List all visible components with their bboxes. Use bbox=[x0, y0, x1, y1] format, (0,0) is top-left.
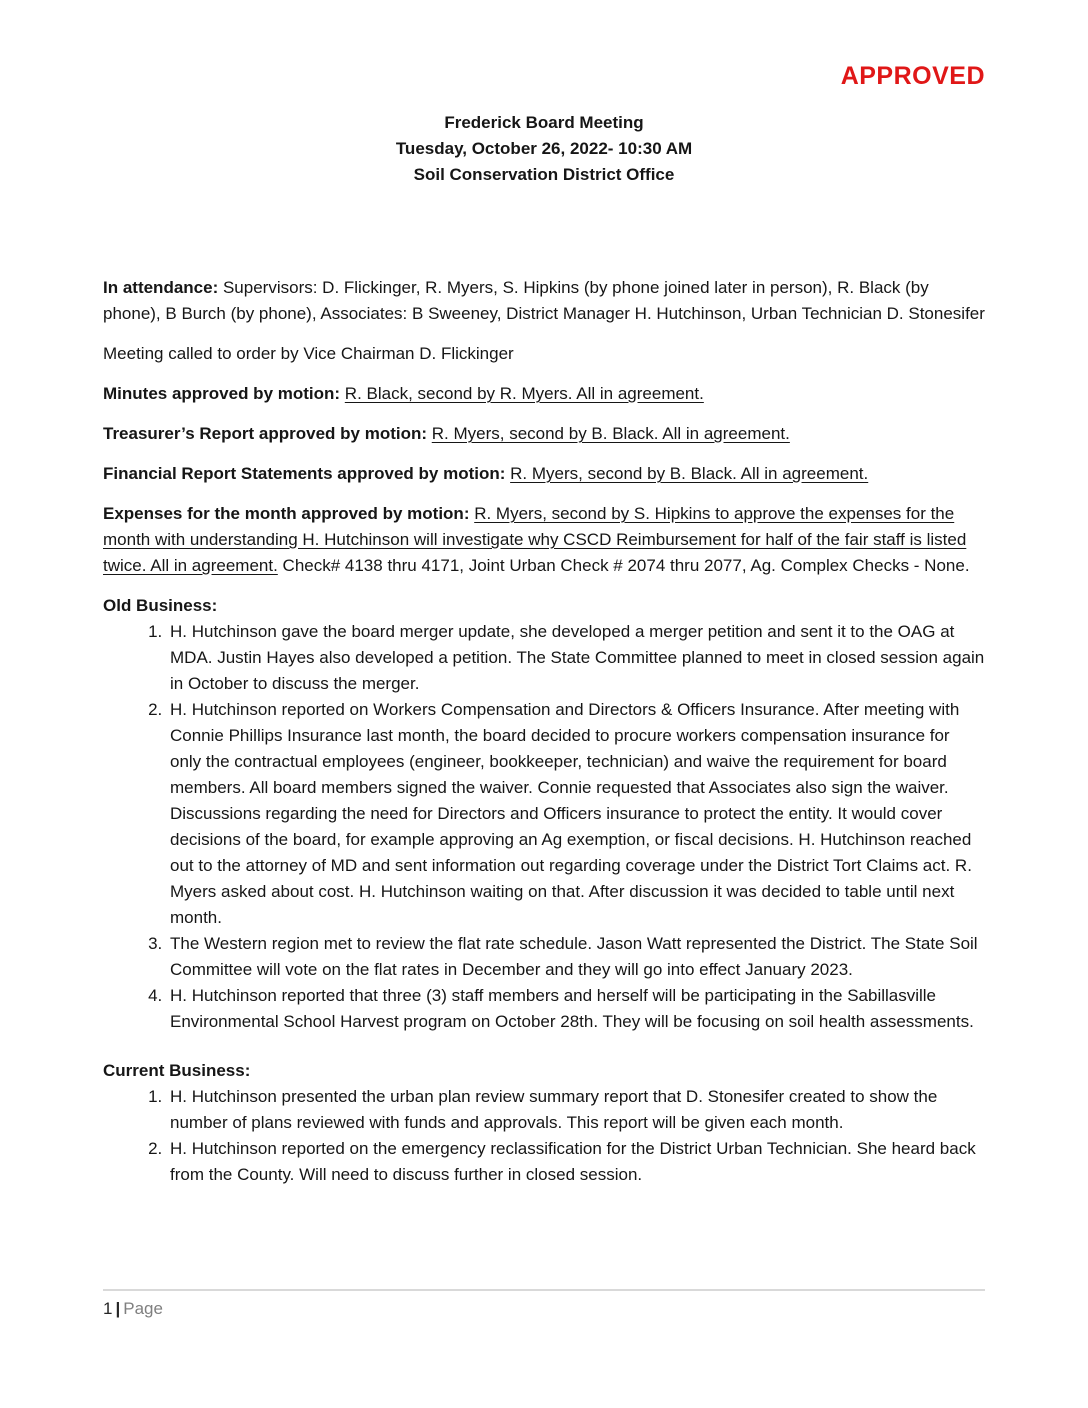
motion-treasurers-report bbox=[103, 421, 985, 447]
motion-treasurers-report-label: Treasurer’s Report approved by motion: bbox=[103, 424, 432, 443]
document-title-block bbox=[103, 110, 985, 188]
motion-treasurers-report-text: R. Myers, second by B. Black. All in agreement. bbox=[431, 424, 790, 443]
footer-rule bbox=[103, 1289, 985, 1291]
old-business-item-3: 3. The Western region met to review the flat rate schedule. Jason Watt represented the District. The State Soil Committee will vote on the flat rates in December and they will go into effect January 2023. bbox=[167, 931, 985, 983]
motion-financial-report-label: Financial Report Statements approved by motion: bbox=[103, 464, 511, 483]
current-business-heading: Current Business: bbox=[103, 1061, 251, 1080]
old-business-item-1: 1. H. Hutchinson gave the board merger update, she developed a merger petition and sent it to the OAG at MDA. Justin Hayes also developed a petition. The State Committee planned to meet in closed session again in October to discuss the merger. bbox=[167, 619, 985, 697]
footer-page-label: Page bbox=[123, 1299, 163, 1318]
title-line-date-time: Tuesday, October 26, 2022- 10:30 AM bbox=[395, 139, 693, 158]
motion-expenses-label: Expenses for the month approved by motion: bbox=[103, 504, 475, 523]
title-line-meeting-name: Frederick Board Meeting bbox=[444, 113, 644, 132]
attendance-label: In attendance: bbox=[103, 278, 223, 297]
current-business-item-2: 2. H. Hutchinson reported on the emergency reclassification for the District Urban Technician. She heard back from the County. Will need to discuss further in closed session. bbox=[167, 1136, 985, 1188]
motion-minutes-text: R. Black, second by R. Myers. All in agreement. bbox=[344, 384, 704, 403]
old-business-item-2: 2. H. Hutchinson reported on Workers Compensation and Directors & Officers Insurance. After meeting with Connie Phillips Insurance last month, the board decided to procure workers compensation insurance for only the contractual employees (engineer, bookkeeper, technician) and waive the requirement for board members. All board members signed the waiver. Connie requested that Associates also sign the waiver. Discussions regarding the need for Directors and Officers insurance to protect the entity. It would cover decisions of the board, for example approving an Ag exemption, or fiscal decisions. H. Hutchinson reached out to the attorney of MD and sent information out regarding coverage under the District Tort Claims act. R. Myers asked about cost. H. Hutchinson waiting on that. After discussion it was decided to table until next month. bbox=[167, 697, 985, 931]
current-business-list bbox=[103, 1084, 985, 1188]
current-business-item-1: 1. H. Hutchinson presented the urban plan review summary report that D. Stonesifer created to show the number of plans reviewed with funds and approvals. This report will be given each month. bbox=[167, 1084, 985, 1136]
motion-minutes-label: Minutes approved by motion: bbox=[103, 384, 345, 403]
motion-expenses bbox=[103, 501, 985, 579]
called-to-order-paragraph: Meeting called to order by Vice Chairman D. Flickinger bbox=[103, 344, 514, 363]
attendance-text: Supervisors: D. Flickinger, R. Myers, S. Hipkins (by phone joined later in person), R. Black (by phone), B Burch (by phone), Associates: B Sweeney, District Manager H. Hutchinson, Urban Technician D. Stonesifer bbox=[103, 278, 985, 323]
old-business-item-4: 4. H. Hutchinson reported that three (3) staff members and herself will be participating in the Sabillasville Environmental School Harvest program on October 28th. They will be focusing on soil health assessments. bbox=[167, 983, 985, 1035]
old-business-heading: Old Business: bbox=[103, 596, 218, 615]
footer-text bbox=[103, 1298, 985, 1320]
motion-expenses-text: R. Myers, second by S. Hipkins to approve the expenses for the month with understanding H. Hutchinson will investigate why CSCD Reimbursement for half of the fair staff is listed twice. All in agreement. bbox=[103, 504, 967, 575]
motion-financial-report bbox=[103, 461, 985, 487]
page-footer bbox=[103, 1289, 985, 1320]
approved-stamp: APPROVED bbox=[840, 62, 985, 90]
motion-financial-report-text: R. Myers, second by B. Black. All in agreement. bbox=[510, 464, 869, 483]
title-line-location: Soil Conservation District Office bbox=[413, 165, 675, 184]
motion-expenses-rest: Check# 4138 thru 4171, Joint Urban Check # 2074 thru 2077, Ag. Complex Checks - None. bbox=[277, 556, 970, 575]
motion-minutes bbox=[103, 381, 985, 407]
footer-page-number: 1 bbox=[103, 1299, 113, 1318]
old-business-list bbox=[103, 619, 985, 1035]
attendance-paragraph bbox=[103, 275, 985, 327]
footer-separator: | bbox=[115, 1299, 121, 1318]
